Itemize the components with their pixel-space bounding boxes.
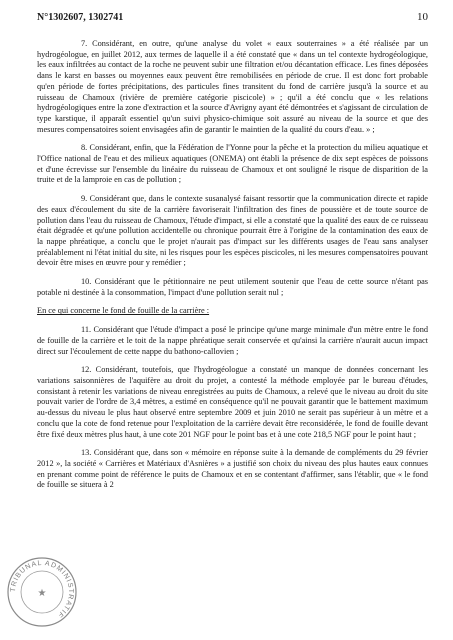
paragraph-9: 9. Considérant que, dans le contexte susanalysé faisant ressortir que la communication directe et rapide des eaux d'écoulement du site de la carrière favoriserait l'infiltration des fines de poussière et de toute source de pollution dans l'eau du ruisseau de Chamoux, l'étude d'impact, si elle a constaté que la qualité des eaux de ce ruisseau était dégradée et qu'une pollution accidentelle ou chronique pourrait être à l'origine de la contamination des eaux de la nappe phréatique, a conclu que le projet n'aurait pas d'impact sur les différents usages de l'eau sans analyser préalablement ni l'état initial du site, ni les risques pour les espèces piscicoles, ni les mesures compensatoires pouvant devoir être mises en œuvre pour y remédier ;: [37, 194, 428, 268]
paragraph-13: 13. Considérant que, dans son « mémoire en réponse suite à la demande de compléments du 29 février 2012 », la société « Carrières et Matériaux d'Asnières » a justifié son choix du niveau des plus hautes eaux connues en prenant comme point de référence le puits de Chamoux et en se contentant d'affirmer, sans l'établir, que « le fond de fouille se situera à 2: [37, 448, 428, 490]
page-number: 10: [417, 11, 428, 23]
stamp-lettering: TRIBUNAL ADMINISTRATIF: [9, 559, 75, 619]
paragraph-8: 8. Considérant, enfin, que la Fédération de l'Yonne pour la pêche et la protection du milieu aquatique et l'Office national de l'eau et des milieux aquatiques (ONEMA) ont établi la présence de dix sept espèces de poissons et d'une écrevisse sur l'ensemble du linéaire du ruisseau de Chamoux et ont souligné le risque de disparition de la truite et de la lamproie en cas de pollution ;: [37, 143, 428, 185]
section-heading: En ce qui concerne le fond de fouille de la carrière :: [37, 306, 210, 316]
paragraph-10: 10. Considérant que le pétitionnaire ne peut utilement soutenir que l'eau de cette source n'étant pas potable ni destinée à la consommation, l'impact d'une pollution serait nul ;: [37, 277, 428, 297]
paragraph-7: 7. Considérant, en outre, qu'une analyse du volet « eaux souterraines » a été réalisée par un hydrogéologue, en juillet 2012, aux termes de laquelle il a été constaté que « dans un tel contexte hydrogéologique, les eaux infiltrées au contact de la roche ne peuvent subir une filtration et/ou décantation efficace. Les fines déposées dans le karst en basses ou moyennes eaux peuvent être remobilisées en période de crue. Il est donc fort probable qu'en période de fortes précipitations, des particules fines transitent du fond de carrière jusqu'à la source et au ruisseau de Chamoux (rivière de première catégorie piscicole) » ; qu'il a été conclu que « les relations hydrogéologiques entre la zone d'extraction et la source d'Avrigny ayant été démontrées et s'agissant de circulation de type karstique, il apparaît essentiel qu'un suivi physico-chimique soit assuré au niveau de la source et que des mesures compensatoires soient envisagées afin de garantir le maintien de la qualité du cours d'eau. » ;: [37, 39, 428, 134]
court-stamp-seal: [6, 556, 78, 628]
svg-text:★: ★: [37, 588, 47, 599]
paragraph-11: 11. Considérant que l'étude d'impact a posé le principe qu'une marge minimale d'un mètre entre le fond de fouille de la carrière et le toit de la nappe phréatique serait conservée et qu'ainsi la carrière n'aurait aucun impact direct sur l'écoulement de cette nappe du bathono-callovien ;: [37, 325, 428, 356]
case-reference: N°1302607, 1302741: [37, 12, 124, 23]
paragraph-12: 12. Considérant, toutefois, que l'hydrogéologue a constaté un manque de données concernant les variations saisonnières de l'aquifère au droit du projet, a contesté la méthode employée par le bureau d'études, consistant à retenir les variations de niveau enregistrées au puits de Chamoux, a relevé que le niveau au droit du site pouvait varier de l'ordre de 3,4 mètres, a estimé en conséquence qu'il ne pouvait garantir que le battement maximum au-dessus du niveau le plus haut observé entre septembre 2009 et juin 2010 ne serait pas supérieur à un mètre et a conclu que la cote de fond retenue pour l'exploitation de la carrière devait être reconsidérée, le fond de fouille devant être fixé deux mètres plus haut, à une cote 201 NGF pour le point bas et à une cote 218,5 NGF pour le point haut ;: [37, 365, 428, 439]
page-header: [37, 11, 428, 23]
